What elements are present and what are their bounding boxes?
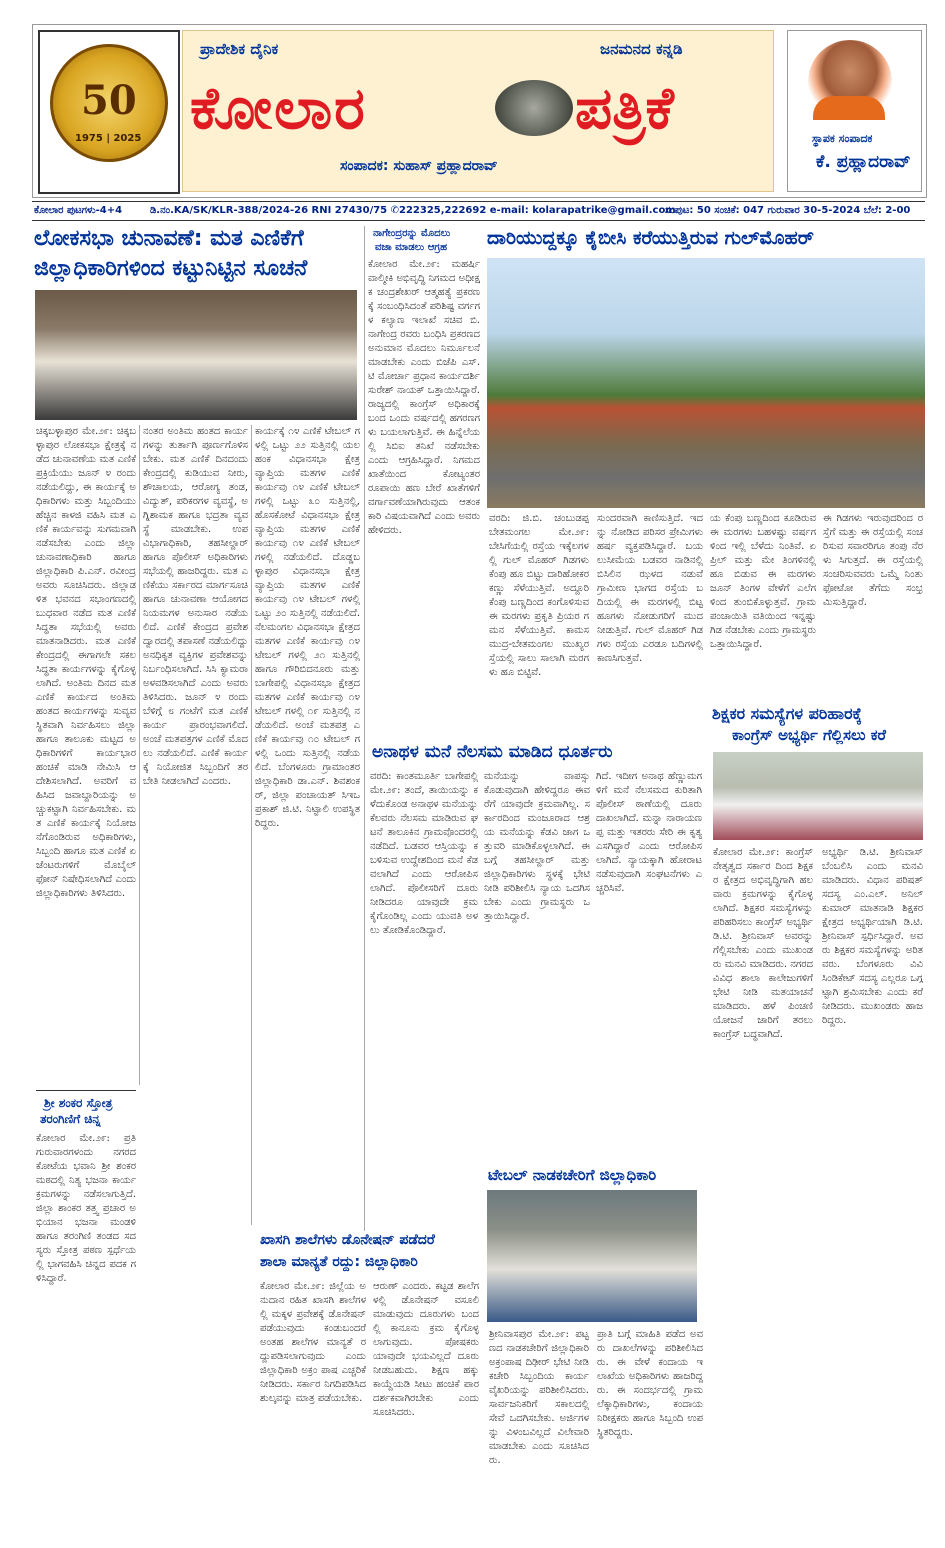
- orphan-headline: ಅನಾಥಳ ಮನೆ ನೆಲಸಮ ಮಾಡಿದ ಧೂರ್ತರು: [372, 742, 613, 762]
- newspaper-title-left: ಕೋಲಾರ: [190, 74, 367, 142]
- donation-article-col1: ಕೋಲಾರ ಮೇ.೨೯: ಜಿಲ್ಲೆಯ ಅನುದಾನ ರಹಿತ ಖಾಸಗಿ ಶಾಲೆಗಳಲ್ಲಿ ಮಕ್ಕಳ ಪ್ರವೇಶಕ್ಕೆ ಡೊನೇಷನ್ ಪಡೆಯುವುದು ಕಂಡುಬಂದರೆ ಅಂತಹ ಶಾಲೆಗಳ ಮಾನ್ಯತೆ ರದ್ದುಪಡಿಸಲಾಗುವುದು ಎಂದು ಜಿಲ್ಲಾಧಿಕಾರಿ ಅಕ್ರಂ ಪಾಷ ಎಚ್ಚರಿಕೆ ನೀಡಿದರು. ಸರ್ಕಾರ ನಿಗದಿಪಡಿಸಿದ ಶುಲ್ಕವನ್ನು ಮಾತ್ರ ಪಡೆಯಬೇಕು.: [260, 1281, 366, 1404]
- gulmohar-article-col2: ಸುಂದರವಾಗಿ ಕಾಣಿಸುತ್ತಿದೆ. ಇದನ್ನು ನೋಡಿದ ಪರಿಸರ ಪ್ರೇಮಿಗಳು ಹರ್ಷ ವ್ಯಕ್ತಪಡಿಸಿದ್ದಾರೆ. ಬಯಲುಸೀಮೆಯ ಬಡವರ ನಾಡಿನಲ್ಲಿ ಬಿಸಿಲಿನ ಝಳದ ನಡುವೆ ಗ್ರಾಮೀಣ ಭಾಗದ ರಸ್ತೆಯ ಬದಿಯಲ್ಲಿ ಈ ಮರಗಳಲ್ಲಿ ಬಿಟ್ಟ ಹೂಗಳು ನೋಡುಗರಿಗೆ ಮುದ ನೀಡುತ್ತಿವೆ. ಗುಲ್ ಮೊಹರ್ ಗಿಡಗಳು ರಸ್ತೆಯ ಎರಡೂ ಬದಿಗಳಲ್ಲಿ ಕಾಣಸಿಗುತ್ತವೆ.: [597, 513, 703, 664]
- logo-number: 50: [81, 77, 137, 124]
- column-divider: [251, 425, 252, 1225]
- lead-article-col1: ಚಿಕ್ಕಬಳ್ಳಾಪುರ ಮೇ.೨೯: ಚಿಕ್ಕಬಳ್ಳಾಪುರ ಲೋಕಸಭಾ ಕ್ಷೇತ್ರಕ್ಕೆ ನಡೆದ ಚುನಾವಣೆಯ ಮತ ಎಣಿಕೆ ಪ್ರಕ್ರಿಯೆಯು ಜೂನ್ ೪ ರಂದು ನಡೆಯಲಿದ್ದು, ಈ ಕಾರ್ಯಕ್ಕೆ ಅಧಿಕಾರಿಗಳು ಮತ್ತು ಸಿಬ್ಬಂದಿಯು ಹೆಚ್ಚಿನ ಕಾಳಜಿ ವಹಿಸಿ ಮತ ಎಣಿಕೆ ಕಾರ್ಯವನ್ನು ಸುಗಮವಾಗಿ ನಡೆಸಬೇಕು ಎಂದು ಜಿಲ್ಲಾ ಚುನಾವಣಾಧಿಕಾರಿ ಹಾಗೂ ಜಿಲ್ಲಾಧಿಕಾರಿ ಪಿ.ಎನ್. ರವೀಂದ್ರ ಅವರು ಸೂಚಿಸಿದರು. ಜಿಲ್ಲಾಡಳಿತ ಭವನದ ಸಭಾಂಗಣದಲ್ಲಿ ಬುಧವಾರ ನಡೆದ ಮತ ಎಣಿಕೆ ಸಿದ್ಧತಾ ಸಭೆಯಲ್ಲಿ ಅವರು ಮಾತನಾಡಿದರು. ಮತ ಎಣಿಕೆ ಕೇಂದ್ರದಲ್ಲಿ ಈಗಾಗಲೇ ಸಕಲ ಸಿದ್ಧತಾ ಕಾರ್ಯಗಳನ್ನು ಕೈಗೊಳ್ಳಲಾಗಿದೆ. ಅಂತಿಮ ದಿನದ ಮತ ಎಣಿಕೆ ಕಾರ್ಯದ ಅಂತಿಮ ಹಂತದ ಕಾರ್ಯಗಳನ್ನು ಸುವ್ಯವಸ್ಥಿತವಾಗಿ ನಿರ್ವಹಿಸಲು ಜಿಲ್ಲಾ ಹಾಗೂ ತಾಲೂಕು ಮಟ್ಟದ ಅಧಿಕಾರಿಗಳಿಗೆ ಕಾರ್ಯಭಾರ ಹಂಚಿಕೆ ಮಾಡಿ ನೇಮಿಸಿ ಆದೇಶಿಸಲಾಗಿದೆ. ಅವರಿಗೆ ವಹಿಸಿದ ಜವಾಬ್ದಾರಿಯನ್ನು ಅಚ್ಚುಕಟ್ಟಾಗಿ ನಿರ್ವಹಿಸಬೇಕು. ಮತ ಎಣಿಕೆ ಕಾರ್ಯಕ್ಕೆ ನಿಯೋಜನೆಗೊಂಡಿರುವ ಅಧಿಕಾರಿಗಳು, ಸಿಬ್ಬಂದಿ ಹಾಗೂ ಮತ ಎಣಿಕೆ ಏಜೆಂಟರುಗಳಿಗೆ ಮೊಬೈಲ್ ಫೋನ್ ನಿಷೇಧಿಸಲಾಗಿದೆ ಎಂದು ಜಿಲ್ಲಾಧಿಕಾರಿಗಳು ತಿಳಿಸಿದರು.: [36, 426, 136, 899]
- teachers-headline-line2: ಕಾಂಗ್ರೆಸ್ ಅಭ್ಯರ್ಥಿ ಗೆಲ್ಲಿಸಲು ಕರೆ: [732, 726, 886, 744]
- office-visit-headline: ಟೇಬಲ್ ನಾಡಕಚೇರಿಗೆ ಜಿಲ್ಲಾಧಿಕಾರಿ: [488, 1166, 657, 1184]
- office-visit-photo: [487, 1190, 697, 1322]
- founder-name: ಕೆ. ಪ್ರಹ್ಲಾದರಾವ್: [816, 152, 911, 172]
- orphan-article-col2: ಮನೆಯನ್ನು ವಾಪಸ್ಸು ಕೊಡುವುದಾಗಿ ಹೇಳಿದ್ದರೂ ಈವರೆಗೆ ಯಾವುದೇ ಕ್ರಮವಾಗಿಲ್ಲ. ಸರ್ಕಾರದಿಂದ ಮಂಜೂರಾದ ಆಶ್ರಯ ಮನೆಯನ್ನು ಕೆಡವಿ ಜಾಗ ಒತ್ತುವರಿ ಮಾಡಿಕೊಳ್ಳಲಾಗಿದೆ. ಈ ಬಗ್ಗೆ ತಹಸೀಲ್ದಾರ್ ಮತ್ತು ಜಿಲ್ಲಾಧಿಕಾರಿಗಳು ಸ್ಥಳಕ್ಕೆ ಭೇಟಿ ನೀಡಿ ಪರಿಶೀಲಿಸಿ ನ್ಯಾಯ ಒದಗಿಸಬೇಕು ಎಂದು ಗ್ರಾಮಸ್ಥರು ಒತ್ತಾಯಿಸಿದ್ದಾರೆ.: [484, 771, 590, 922]
- column-divider: [139, 425, 140, 1085]
- masthead-tagline-left: ಪ್ರಾದೇಶಿಕ ದೈನಿಕ: [200, 40, 279, 58]
- gulmohar-article-col3: ಯ ಕೆಂಪು ಬಣ್ಣದಿಂದ ಕೂಡಿರುವ ಈ ಮರಗಳು ಬಹಳಷ್ಟು ವರ್ಷಗಳಿಂದ ಇಲ್ಲಿ ಬೆಳೆದು ನಿಂತಿವೆ. ಏಪ್ರಿಲ್ ಮತ್ತು ಮೇ ತಿಂಗಳಿನಲ್ಲಿ ಹೂ ಬಿಡುವ ಈ ಮರಗಳು ಜೂನ್ ತಿಂಗಳ ವೇಳೆಗೆ ಎಲೆಗಳಿಂದ ತುಂಬಿಕೊಳ್ಳುತ್ತವೆ. ಗ್ರಾಮ ಪಂಚಾಯಿತಿ ವತಿಯಿಂದ ಇನ್ನಷ್ಟು ಗಿಡ ನೆಡಬೇಕು ಎಂದು ಗ್ರಾಮಸ್ಥರು ಒತ್ತಾಯಿಸಿದ್ದಾರೆ.: [710, 513, 816, 650]
- column-divider: [364, 226, 365, 1231]
- section-rule: [36, 1090, 136, 1091]
- teachers-meeting-photo: [713, 752, 923, 840]
- lead-headline-line1: ಲೋಕಸಭಾ ಚುನಾವಣೆ: ಮತ ಎಣಿಕೆಗೆ: [34, 226, 304, 251]
- office-visit-col2: ಪ್ರಾತಿ ಬಗ್ಗೆ ಮಾಹಿತಿ ಪಡೆದ ಅವರು ದಾಖಲೆಗಳನ್ನು ಪರಿಶೀಲಿಸಿದರು. ಈ ವೇಳೆ ಕಂದಾಯ ಇಲಾಖೆಯ ಅಧಿಕಾರಿಗಳು ಹಾಜರಿದ್ದರು. ಈ ಸಂದರ್ಭದಲ್ಲಿ ಗ್ರಾಮ ಲೆಕ್ಕಾಧಿಕಾರಿಗಳು, ಕಂದಾಯ ನಿರೀಕ್ಷಕರು ಹಾಗೂ ಸಿಬ್ಬಂದಿ ಉಪಸ್ಥಿತರಿದ್ದರು.: [597, 1329, 703, 1438]
- teachers-headline-line1: ಶಿಕ್ಷಕರ ಸಮಸ್ಯೆಗಳ ಪರಿಹಾರಕ್ಕೆ: [712, 704, 862, 723]
- stotra-headline-line2: ತರಂಗಿಣಿಗೆ ಚಿನ್ನ: [40, 1112, 101, 1126]
- editor-line: ಸಂಪಾದಕ: ಸುಹಾಸ್ ಪ್ರಹ್ಲಾದರಾವ್: [340, 158, 498, 174]
- donation-headline-line1: ಖಾಸಗಿ ಶಾಲೆಗಳು ಡೊನೇಷನ್ ಪಡೆದರೆ: [260, 1232, 435, 1248]
- donation-article-col2: ಆರುಣ್ ಎಂದರು. ಕಟ್ಟಡ ಶಾಲೆಗಳಲ್ಲಿ ಡೊನೇಷನ್ ವಸೂಲಿ ಮಾಡುವುದು ದೂರುಗಳು ಬಂದಲ್ಲಿ ಕಾನೂನು ಕ್ರಮ ಕೈಗೊಳ್ಳಲಾಗುವುದು. ಪೋಷಕರು ಯಾವುದೇ ಭಯವಿಲ್ಲದೆ ದೂರು ನೀಡಬಹುದು. ಶಿಕ್ಷಣ ಹಕ್ಕು ಕಾಯ್ದೆಯಡಿ ಸೀಟು ಹಂಚಿಕೆ ಪಾರದರ್ಶಕವಾಗಿರಬೇಕು ಎಂದು ಸೂಚಿಸಿದರು.: [373, 1281, 479, 1418]
- gulmohar-article-col4: ಈ ಗಿಡಗಳು ಇರುವುದರಿಂದ ರಸ್ತೆಗೆ ಮತ್ತು ಈ ರಸ್ತೆಯಲ್ಲಿ ಸಂಚರಿಸುವ ಸವಾರರಿಗೂ ತಂಪು ನೆರಳು ಸಿಗುತ್ತದೆ. ಈ ರಸ್ತೆಯಲ್ಲಿ ಸಂಚರಿಸುವವರು ಒಮ್ಮೆ ನಿಂತು ಫೋಟೋ ತೆಗೆದು ಸಂಭ್ರಮಿಸುತ್ತಿದ್ದಾರೆ.: [823, 513, 923, 608]
- issue-info-bar: [32, 201, 925, 221]
- anniversary-logo-emblem: [50, 44, 168, 162]
- lead-article-col2: ನಂತರ ಅಂತಿಮ ಹಂತದ ಕಾರ್ಯಗಳನ್ನು ತುರ್ತಾಗಿ ಪೂರ್ಣಗೊಳಿಸಬೇಕು. ಮತ ಎಣಿಕೆ ದಿನದಂದು ಕೇಂದ್ರದಲ್ಲಿ ಕುಡಿಯುವ ನೀರು, ಶೌಚಾಲಯ, ಆರೋಗ್ಯ ತಂಡ, ವಿದ್ಯುತ್, ಪರಿಕರಗಳ ವ್ಯವಸ್ಥೆ, ಅಗ್ನಿಶಾಮಕ ಹಾಗೂ ಭದ್ರತಾ ವ್ಯವಸ್ಥೆ ಮಾಡಬೇಕು. ಉಪವಿಭಾಗಾಧಿಕಾರಿ, ತಹಸೀಲ್ದಾರ್ ಹಾಗೂ ಪೊಲೀಸ್ ಅಧಿಕಾರಿಗಳು ಸಭೆಯಲ್ಲಿ ಹಾಜರಿದ್ದರು. ಮತ ಎಣಿಕೆಯು ಸರ್ಕಾರದ ಮಾರ್ಗಸೂಚಿ ಹಾಗೂ ಚುನಾವಣಾ ಆಯೋಗದ ನಿಯಮಗಳ ಅನುಸಾರ ನಡೆಯಲಿದೆ. ಎಣಿಕೆ ಕೇಂದ್ರದ ಪ್ರವೇಶದ್ವಾರದಲ್ಲಿ ತಪಾಸಣೆ ನಡೆಯಲಿದ್ದು ಅನಧಿಕೃತ ವ್ಯಕ್ತಿಗಳ ಪ್ರವೇಶವನ್ನು ನಿರ್ಬಂಧಿಸಲಾಗಿದೆ. ಸಿಸಿ ಕ್ಯಾಮರಾ ಅಳವಡಿಸಲಾಗಿದೆ ಎಂದು ಅವರು ತಿಳಿಸಿದರು. ಜೂನ್ ೪ ರಂದು ಬೆಳಿಗ್ಗೆ ೮ ಗಂಟೆಗೆ ಮತ ಎಣಿಕೆ ಕಾರ್ಯ ಪ್ರಾರಂಭವಾಗಲಿದೆ. ಅಂಚೆ ಮತಪತ್ರಗಳ ಎಣಿಕೆ ಮೊದಲು ನಡೆಯಲಿದೆ. ಎಣಿಕೆ ಕಾರ್ಯಕ್ಕೆ ನಿಯೋಜಿತ ಸಿಬ್ಬಂದಿಗೆ ತರಬೇತಿ ನೀಡಲಾಗಿದೆ ಎಂದರು.: [143, 426, 248, 787]
- lead-article-col3: ಕಾರ್ಯಕ್ಕೆ ೧೪ ಎಣಿಕೆ ಟೇಬಲ್ ಗಳಲ್ಲಿ ಒಟ್ಟು ೨೨ ಸುತ್ತಿನಲ್ಲಿ ಯಲಹಂಕ ವಿಧಾನಸಭಾ ಕ್ಷೇತ್ರ ವ್ಯಾಪ್ತಿಯ ಮತಗಳ ಎಣಿಕೆ ಕಾರ್ಯವು ೧೪ ಎಣಿಕೆ ಟೇಬಲ್ ಗಳಲ್ಲಿ ಒಟ್ಟು ೩೦ ಸುತ್ತಿನಲ್ಲಿ, ಹೊಸಕೋಟೆ ವಿಧಾನಸಭಾ ಕ್ಷೇತ್ರ ವ್ಯಾಪ್ತಿಯ ಮತಗಳ ಎಣಿಕೆ ಕಾರ್ಯವು ೧೪ ಎಣಿಕೆ ಟೇಬಲ್ ಗಳಲ್ಲಿ ನಡೆಯಲಿದೆ. ದೊಡ್ಡಬಳ್ಳಾಪುರ ವಿಧಾನಸಭಾ ಕ್ಷೇತ್ರ ವ್ಯಾಪ್ತಿಯ ಮತಗಳ ಎಣಿಕೆ ಕಾರ್ಯವು ೧೪ ಟೇಬಲ್ ಗಳಲ್ಲಿ ಒಟ್ಟು ೨೦ ಸುತ್ತಿನಲ್ಲಿ ನಡೆಯಲಿದೆ. ನೆಲಮಂಗಲ ವಿಧಾನಸಭಾ ಕ್ಷೇತ್ರದ ಮತಗಳ ಎಣಿಕೆ ಕಾರ್ಯವು ೧೪ ಟೇಬಲ್ ಗಳಲ್ಲಿ ೨೧ ಸುತ್ತಿನಲ್ಲಿ ಹಾಗೂ ಗೌರಿಬಿದನೂರು ಮತ್ತು ಬಾಗೇಪಲ್ಲಿ ವಿಧಾನಸಭಾ ಕ್ಷೇತ್ರದ ಮತಗಳ ಎಣಿಕೆ ಕಾರ್ಯವು ೧೪ ಟೇಬಲ್ ಗಳಲ್ಲಿ ೧೯ ಸುತ್ತಿನಲ್ಲಿ ನಡೆಯಲಿದೆ. ಅಂಚೆ ಮತಪತ್ರ ಎಣಿಕೆ ಕಾರ್ಯವು ೧೦ ಟೇಬಲ್ ಗಳಲ್ಲಿ ಒಂದು ಸುತ್ತಿನಲ್ಲಿ ನಡೆಯಲಿದೆ. ಬೆಂಗಳೂರು ಗ್ರಾಮಾಂತರ ಜಿಲ್ಲಾಧಿಕಾರಿ ಡಾ.ಎನ್. ಶಿವಶಂಕರ್, ಜಿಲ್ಲಾ ಪಂಚಾಯತ್ ಸಿಇಒ ಪ್ರಕಾಶ್ ಜಿ.ಟಿ. ನಿಟ್ಟಾಲಿ ಉಪಸ್ಥಿತರಿದ್ದರು.: [255, 426, 360, 829]
- founder-portrait-shirt: [813, 96, 885, 120]
- teachers-article-col2: ಅಭ್ಯರ್ಥಿ ಡಿ.ಟಿ. ಶ್ರೀನಿವಾಸ್ ಬೆಂಬಲಿಸಿ ಎಂದು ಮನವಿ ಮಾಡಿದರು. ವಿಧಾನ ಪರಿಷತ್ ಸದಸ್ಯ ಎಂ.ಎಲ್. ಅನಿಲ್ ಕುಮಾರ್ ಮಾತನಾಡಿ ಶಿಕ್ಷಕರ ಕ್ಷೇತ್ರದ ಅಭ್ಯರ್ಥಿಯಾಗಿ ಡಿ.ಟಿ. ಶ್ರೀನಿವಾಸ್ ಸ್ಪರ್ಧಿಸಿದ್ದಾರೆ. ಅವರು ಶಿಕ್ಷಕರ ಸಮಸ್ಯೆಗಳನ್ನು ಅರಿತವರು. ಬೆಂಗಳೂರು ವಿವಿ ಸಿಂಡಿಕೇಟ್ ಸದಸ್ಯ ಎಲ್ಲರೂ ಒಗ್ಗಟ್ಟಾಗಿ ಶ್ರಮಿಸಬೇಕು ಎಂದು ಕರೆ ನೀಡಿದರು. ಮುಖಂಡರು ಹಾಜರಿದ್ದರು.: [822, 847, 923, 1026]
- tenders-headline-line2: ವಜಾ ಮಾಡಲು ಆಗ್ರಹ: [375, 242, 448, 253]
- founder-role: ಸ್ಥಾಪಕ ಸಂಪಾದಕ: [812, 132, 873, 145]
- gulmohar-article-col1: ವರದಿ: ಜಿ.ಬಿ. ಚಂಬುಡಪ್ಪ ಬೇತಮಂಗಲ ಮೇ.೨೯: ಬೇಸಿಗೆಯಲ್ಲಿ ರಸ್ತೆಯ ಇಕ್ಕೆಲಗಳಲ್ಲಿ ಗುಲ್ ಮೊಹರ್ ಗಿಡಗಳು ಕೆಂಪು ಹೂ ಬಿಟ್ಟು ದಾರಿಹೋಕರ ಕಣ್ಣು ಸೆಳೆಯುತ್ತಿವೆ. ಅದ್ದೂರಿ ಕೆಂಪು ಬಣ್ಣದಿಂದ ಕಂಗೊಳಿಸುವ ಈ ಮರಗಳು ಪ್ರಕೃತಿ ಪ್ರಿಯರ ಗಮನ ಸೆಳೆಯುತ್ತಿವೆ. ಕಾಮಸಮುದ್ರ-ಬೇತಮಂಗಲ ಮುಖ್ಯರಸ್ತೆಯಲ್ಲಿ ಸಾಲು ಸಾಲಾಗಿ ಮರಗಳು ಹೂ ಬಿಟ್ಟಿವೆ.: [489, 513, 589, 678]
- orphan-article-col3: ಗಿದೆ. ಇದೀಗ ಅನಾಥ ಹೆಣ್ಣುಮಗಳಿಗೆ ಮನೆ ನೆಲಸಮದ ಕುರಿತಾಗಿ ಪೊಲೀಸ್ ಠಾಣೆಯಲ್ಲಿ ದೂರು ದಾಖಲಾಗಿದೆ. ಮನ್ನಾ ನಾರಾಯಣಪ್ಪ ಮತ್ತು ಇತರರು ಸೇರಿ ಈ ಕೃತ್ಯ ಎಸಗಿದ್ದಾರೆ ಎಂದು ಆರೋಪಿಸಲಾಗಿದೆ. ನ್ಯಾಯಕ್ಕಾಗಿ ಹೋರಾಟ ನಡೆಸುವುದಾಗಿ ಸಂಘಟನೆಗಳು ಎಚ್ಚರಿಸಿವೆ.: [596, 771, 702, 894]
- donation-headline-line2: ಶಾಲಾ ಮಾನ್ಯತೆ ರದ್ದು: ಜಿಲ್ಲಾಧಿಕಾರಿ: [260, 1254, 418, 1270]
- logo-years: 1975 | 2025: [75, 133, 142, 144]
- gulmohar-trees-photo: [487, 258, 925, 508]
- orphan-article-col1: ವರದಿ: ಕಾಂತಮೂರ್ತಿ ಬಾಗೇಪಲ್ಲಿ ಮೇ.೨೯: ತಂದೆ, ತಾಯಿಯನ್ನು ಕಳೆದುಕೊಂಡ ಅನಾಥಳ ಮನೆಯನ್ನು ಕೆಲವರು ನೆಲಸಮ ಮಾಡಿರುವ ಘಟನೆ ತಾಲೂಕಿನ ಗ್ರಾಮವೊಂದರಲ್ಲಿ ನಡೆದಿದೆ. ಬಡವರ ಆಸ್ತಿಯನ್ನು ಕಬಳಿಸುವ ಉದ್ದೇಶದಿಂದ ಮನೆ ಕೆಡವಲಾಗಿದೆ ಎಂದು ಆರೋಪಿಸಲಾಗಿದೆ. ಪೊಲೀಸರಿಗೆ ದೂರು ನೀಡಿದರೂ ಯಾವುದೇ ಕ್ರಮ ಕೈಗೊಂಡಿಲ್ಲ ಎಂದು ಯುವತಿ ಅಳಲು ತೋಡಿಕೊಂಡಿದ್ದಾರೆ.: [370, 771, 478, 936]
- tenders-headline-line1: ನಾಗೇಂದ್ರರನ್ನು ಮೊದಲು: [373, 228, 451, 239]
- meeting-photo: [35, 290, 357, 420]
- registration-contact: ಡಿ.ನಂ.KA/SK/KLR-388/2024-26 RNI 27430/75 ✆222325,222692 e-mail: kolarapatrike@gmail.com: [150, 205, 676, 216]
- newspaper-title-right: ಪತ್ರಿಕೆ: [575, 74, 674, 142]
- issue-details: ಸಂಪುಟ: 50 ಸಂಚಿಕೆ: 047 ಗುರುವಾರ 30-5-2024 ಬೆಲೆ: 2-00: [665, 205, 911, 216]
- masthead-tagline-right: ಜನಮನದ ಕನ್ನಡಿ: [600, 40, 683, 58]
- lead-headline-line2: ಜಿಲ್ಲಾಧಿಕಾರಿಗಳಿಂದ ಕಟ್ಟುನಿಟ್ಟಿನ ಸೂಚನೆ: [34, 256, 308, 281]
- stotra-headline-line1: ಶ್ರೀ ಶಂಕರ ಸ್ತೋತ್ರ: [44, 1096, 113, 1110]
- stotra-article-text: ಕೋಲಾರ ಮೇ.೨೯: ಪ್ರತಿ ಗುರುವಾರಗಳಂದು ನಗರದ ಕೋಟೆಯ ಭವಾನಿ ಶ್ರೀ ಶಂಕರ ಮಠದಲ್ಲಿ ನಿತ್ಯ ಭಜನಾ ಕಾರ್ಯಕ್ರಮಗಳನ್ನು ನಡೆಸಲಾಗುತ್ತಿದೆ. ಜಿಲ್ಲಾ ಶಾಂಕರ ತತ್ತ್ವ ಪ್ರಚಾರ ಅಭಿಯಾನ ಭಜನಾ ಮಂಡಳಿ ಹಾಗೂ ತರಂಗಿಣಿ ತಂಡದ ಸದಸ್ಯರು ಸ್ತೋತ್ರ ಪಠಣ ಸ್ಪರ್ಧೆಯಲ್ಲಿ ಭಾಗವಹಿಸಿ ಚಿನ್ನದ ಪದಕ ಗಳಿಸಿದ್ದಾರೆ.: [36, 1133, 136, 1284]
- office-visit-col1: ಶ್ರೀನಿವಾಸಪುರ ಮೇ.೨೯: ಪಟ್ಟಣದ ನಾಡಕಚೇರಿಗೆ ಜಿಲ್ಲಾಧಿಕಾರಿ ಅಕ್ರಂಪಾಷ ದಿಢೀರ್ ಭೇಟಿ ನೀಡಿ ಕಚೇರಿ ಸಿಬ್ಬಂದಿಯ ಕಾರ್ಯವೈಖರಿಯನ್ನು ಪರಿಶೀಲಿಸಿದರು. ಸಾರ್ವಜನಿಕರಿಗೆ ಸಕಾಲದಲ್ಲಿ ಸೇವೆ ಒದಗಿಸಬೇಕು. ಅರ್ಜಿಗಳನ್ನು ವಿಳಂಬವಿಲ್ಲದೆ ವಿಲೇವಾರಿ ಮಾಡಬೇಕು ಎಂದು ಸೂಚಿಸಿದರು.: [489, 1329, 589, 1466]
- gulmohar-headline: ದಾರಿಯುದ್ದಕ್ಕೂ ಕೈಬೀಸಿ ಕರೆಯುತ್ತಿರುವ ಗುಲ್‌ಮೊಹರ್: [487, 227, 814, 249]
- elephant-emblem-icon: [495, 80, 573, 136]
- pages-count: ಕೋಲಾರ ಪುಟಗಳು-4+4: [34, 205, 123, 216]
- tenders-article-text: ಕೋಲಾರ ಮೇ.೨೯: ಮಹರ್ಷಿ ವಾಲ್ಮೀಕಿ ಅಭಿವೃದ್ಧಿ ನಿಗಮದ ಅಧೀಕ್ಷಕ ಚಂದ್ರಶೇಖರ್ ಆತ್ಮಹತ್ಯೆ ಪ್ರಕರಣಕ್ಕೆ ಸಂಬಂಧಿಸಿದಂತೆ ಪರಿಶಿಷ್ಟ ವರ್ಗಗಳ ಕಲ್ಯಾಣ ಇಲಾಖೆ ಸಚಿವ ಬಿ.ನಾಗೇಂದ್ರ ರವರು ಬಂಧಿಸಿ ಪ್ರಕರಣದ ಅನುಮಾನ ಮೊದಲು ನಿರ್ಮೂಲನೆ ಮಾಡಬೇಕು ಎಂದು ಬಿಜೆಪಿ ಎಸ್.ಟಿ ಮೋರ್ಚಾ ಪ್ರಧಾನ ಕಾರ್ಯದರ್ಶಿ ಸುರೇಶ್ ನಾಯಕ್ ಒತ್ತಾಯಿಸಿದ್ದಾರೆ. ರಾಜ್ಯದಲ್ಲಿ ಕಾಂಗ್ರೆಸ್ ಅಧಿಕಾರಕ್ಕೆ ಬಂದ ಒಂದು ವರ್ಷದಲ್ಲಿ ಹಗರಣಗಳು ಬಯಲಾಗುತ್ತಿವೆ. ಈ ಹಿನ್ನೆಲೆಯಲ್ಲಿ ಸಿಬಿಐ ತನಿಖೆ ನಡೆಸಬೇಕು ಎಂದು ಆಗ್ರಹಿಸಿದ್ದಾರೆ. ನಿಗಮದ ಖಾತೆಯಿಂದ ಕೋಟ್ಯಂತರ ರೂಪಾಯಿ ಹಣ ಬೇರೆ ಖಾತೆಗಳಿಗೆ ವರ್ಗಾವಣೆಯಾಗಿರುವುದು ಆತಂಕಕಾರಿ ವಿಷಯವಾಗಿದೆ ಎಂದು ಅವರು ಹೇಳಿದರು.: [368, 259, 480, 536]
- teachers-article-col1: ಕೋಲಾರ ಮೇ.೨೯: ಕಾಂಗ್ರೆಸ್ ನೇತೃತ್ವದ ಸರ್ಕಾರ ದಿಂದ ಶಿಕ್ಷಕರ ಕ್ಷೇತ್ರದ ಅಭಿವೃದ್ಧಿಗಾಗಿ ಹಲವಾರು ಕ್ರಮಗಳನ್ನು ಕೈಗೊಳ್ಳಲಾಗಿದೆ. ಶಿಕ್ಷಕರ ಸಮಸ್ಯೆಗಳನ್ನು ಪರಿಹರಿಸಲು ಕಾಂಗ್ರೆಸ್ ಅಭ್ಯರ್ಥಿ ಡಿ.ಟಿ. ಶ್ರೀನಿವಾಸ್ ಅವರನ್ನು ಗೆಲ್ಲಿಸಬೇಕು ಎಂದು ಮುಖಂಡರು ಮನವಿ ಮಾಡಿದರು. ನಗರದ ವಿವಿಧ ಶಾಲಾ ಕಾಲೇಜುಗಳಿಗೆ ಭೇಟಿ ನೀಡಿ ಮತಯಾಚನೆ ಮಾಡಿದರು. ಹಳೆ ಪಿಂಚಣಿ ಯೋಜನೆ ಜಾರಿಗೆ ತರಲು ಕಾಂಗ್ರೆಸ್ ಬದ್ಧವಾಗಿದೆ.: [713, 847, 813, 1040]
